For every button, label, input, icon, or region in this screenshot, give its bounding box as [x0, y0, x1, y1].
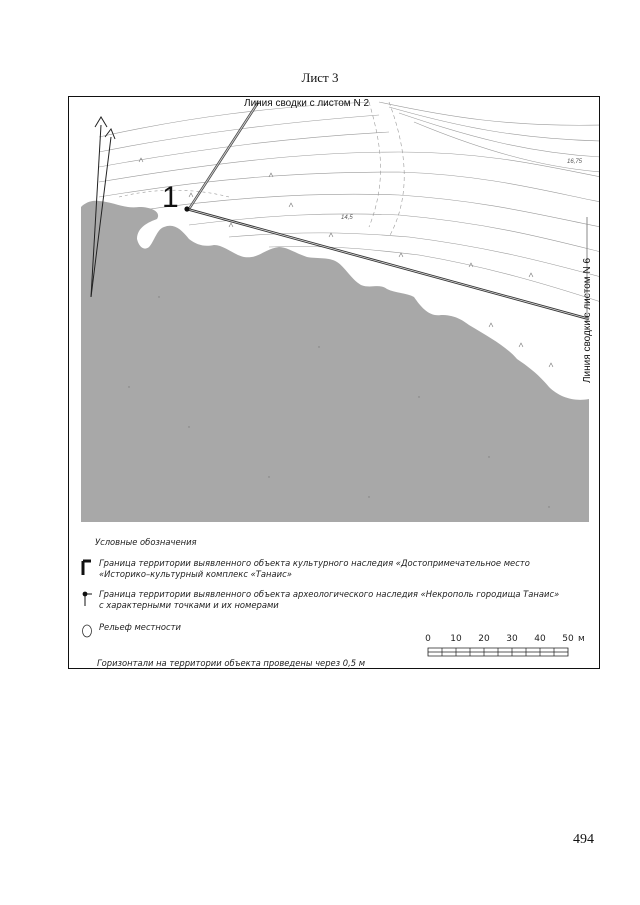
map-canvas	[69, 97, 600, 669]
contour-label-b: 16,75	[567, 159, 583, 165]
boundary-point	[184, 206, 189, 211]
legend-item-text-1: Рельеф местности	[99, 622, 181, 632]
contour-interval-note: Горизонтали на территории объекта проведены через 0,5 м	[97, 658, 366, 668]
legend-item-relief	[95, 622, 595, 633]
scale-unit-label: м	[578, 634, 585, 644]
right-junction-label: Линия сводки с листом N 6	[582, 257, 594, 384]
relief-contour-icon	[81, 623, 93, 641]
scale-bar	[425, 634, 585, 668]
legend-item-text-1: Граница территории выявленного объекта археологического наследия «Некрополь городища Танаис»	[99, 589, 560, 599]
legend-item-text-2: «Историко–культурный комплекс «Танаис»	[99, 569, 292, 579]
point-boundary-line-icon	[81, 590, 93, 608]
legend-item-cultural-boundary	[95, 558, 595, 580]
scale-tick-label: 40	[534, 634, 546, 644]
scale-tick-label: 0	[425, 634, 431, 644]
scale-tick-label: 20	[478, 634, 490, 644]
contour-label-a: 14,5	[341, 215, 353, 221]
scale-tick-label: 30	[506, 634, 518, 644]
scale-ruler	[425, 646, 585, 666]
legend-item-text-1: Граница территории выявленного объекта культурного наследия «Достопримечательное место	[99, 558, 530, 568]
map-frame	[68, 96, 600, 669]
legend-item-text-2: с характерными точками и их номерами	[99, 600, 279, 610]
legend-item-archaeological-boundary	[95, 589, 595, 611]
top-junction-label: Линия сводки с листом N 2	[244, 98, 370, 109]
scale-tick-label: 50	[562, 634, 574, 644]
page-number: 494	[573, 832, 594, 847]
sheet-title: Лист 3	[301, 70, 339, 85]
scale-tick-label: 10	[450, 634, 462, 644]
point-number-label: 1	[162, 181, 179, 214]
legend-title: Условные обозначения	[95, 537, 197, 547]
thick-boundary-line-icon	[81, 559, 93, 577]
